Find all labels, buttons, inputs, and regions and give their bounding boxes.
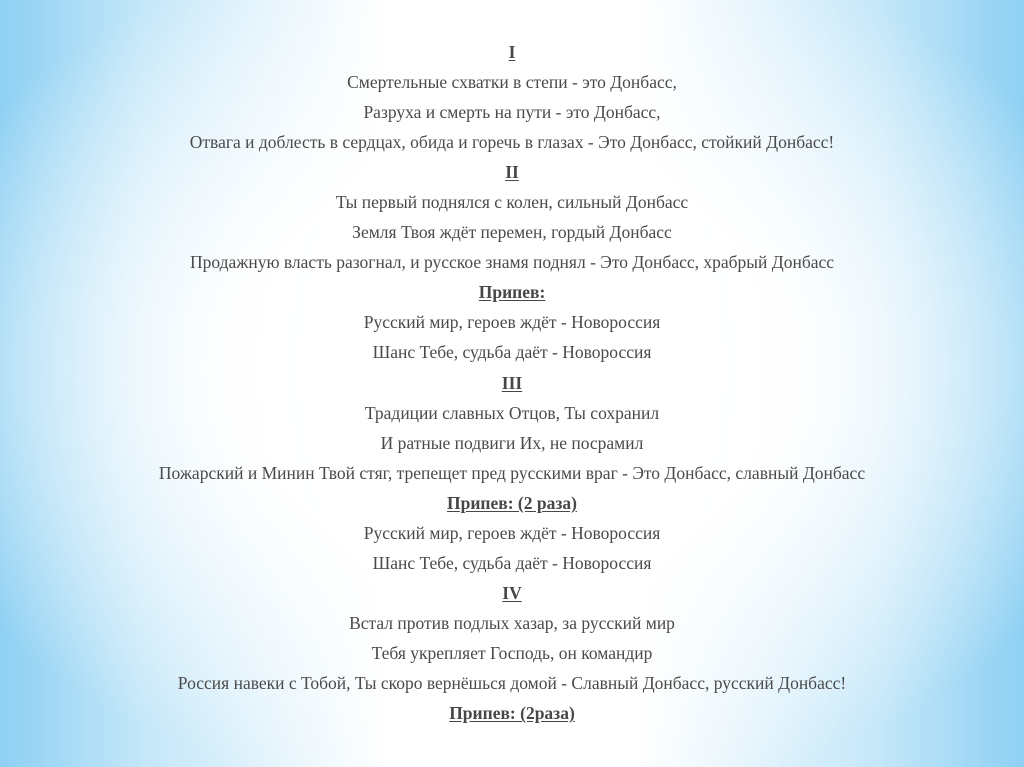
lyric-line: Шанс Тебе, судьба даёт - Новороссия bbox=[372, 552, 652, 573]
lyric-line: Тебя укрепляет Господь, он командир bbox=[371, 642, 653, 663]
song-lyrics bbox=[0, 37, 1024, 728]
lyric-line: Россия навеки с Тобой, Ты скоро вернёшься домой - Славный Донбасс, русский Донбасс! bbox=[177, 672, 847, 693]
lyric-line: Отвага и доблесть в сердцах, обида и горечь в глазах - Это Донбасс, стойкий Донбасс! bbox=[189, 132, 835, 153]
lyric-line: Смертельные схватки в степи - это Донбасс, bbox=[347, 72, 677, 93]
lyric-line: Пожарский и Минин Твой стяг, трепещет пред русскими враг - Это Донбасс, славный Донбасс bbox=[158, 462, 866, 483]
verse-heading-3: III bbox=[501, 372, 523, 393]
lyric-line: Русский мир, героев ждёт - Новороссия bbox=[363, 312, 661, 333]
chorus-heading-1: Припев: bbox=[478, 282, 546, 303]
lyric-line: Русский мир, героев ждёт - Новороссия bbox=[363, 522, 661, 543]
verse-heading-2: II bbox=[505, 162, 519, 183]
lyric-line: Шанс Тебе, судьба даёт - Новороссия bbox=[372, 342, 652, 363]
lyric-line: Разруха и смерть на пути - это Донбасс, bbox=[363, 102, 661, 123]
lyric-line: И ратные подвиги Их, не посрамил bbox=[380, 432, 644, 453]
verse-heading-4: IV bbox=[502, 582, 522, 603]
lyric-line: Продажную власть разогнал, и русское знамя поднял - Это Донбасс, храбрый Донбасс bbox=[189, 252, 835, 273]
lyric-line: Ты первый поднялся с колен, сильный Донбасс bbox=[335, 192, 689, 213]
lyric-line: Традиции славных Отцов, Ты сохранил bbox=[364, 402, 660, 423]
chorus-heading-3: Припев: (2раза) bbox=[449, 703, 575, 724]
chorus-heading-2: Припев: (2 раза) bbox=[447, 492, 577, 513]
lyric-line: Земля Твоя ждёт перемен, гордый Донбасс bbox=[352, 222, 672, 243]
lyric-line: Встал против подлых хазар, за русский мир bbox=[349, 612, 675, 633]
verse-heading-1: I bbox=[508, 42, 516, 62]
